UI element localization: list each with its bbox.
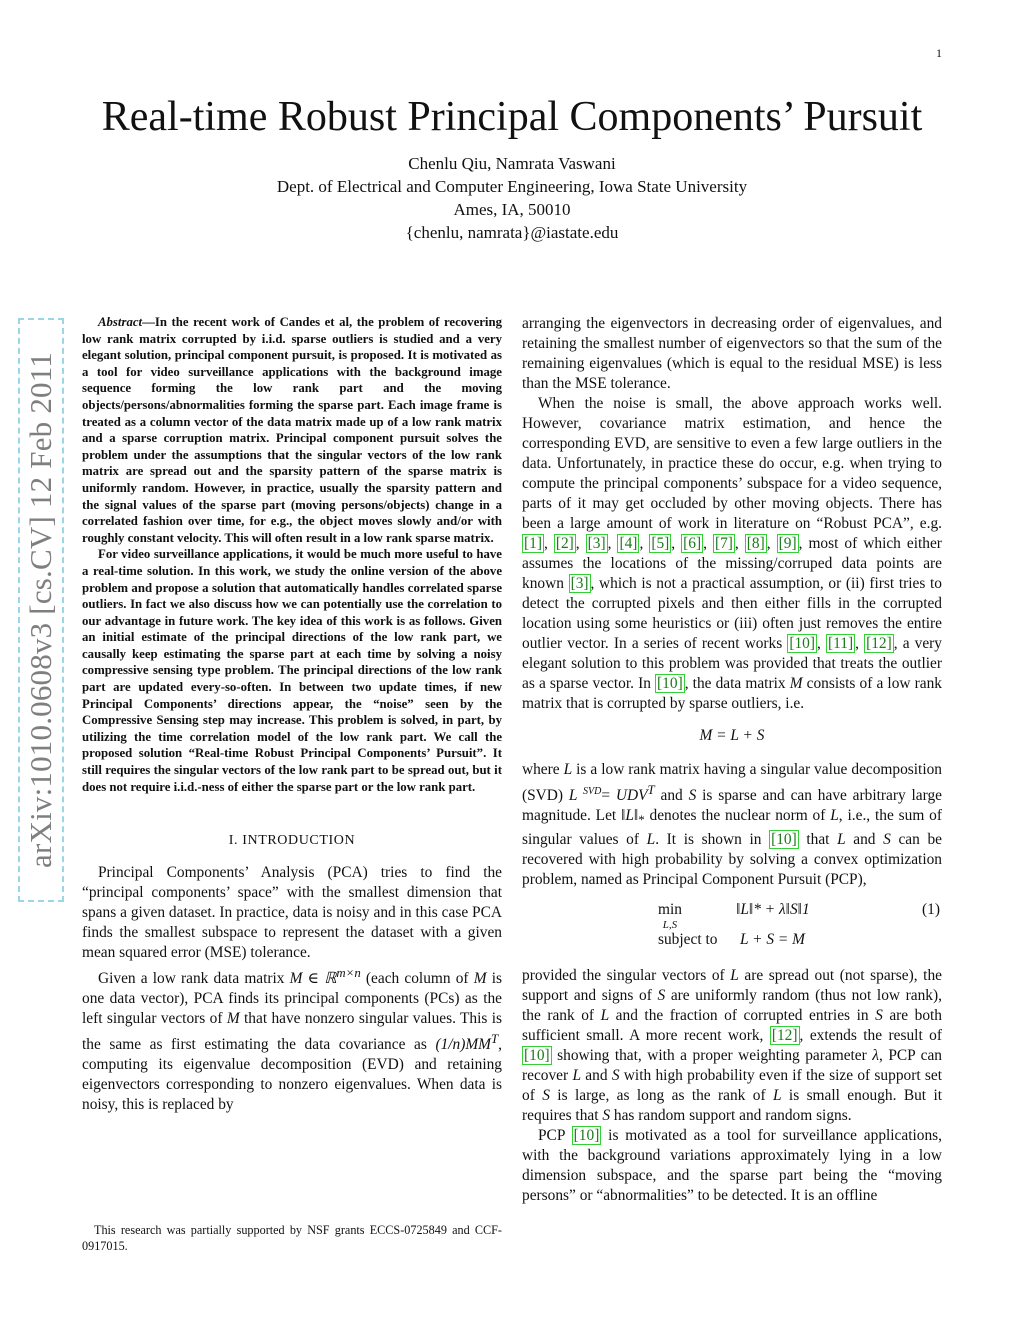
text-run: , [766, 535, 777, 552]
arxiv-id: arXiv:1010.0608v3 [cs.CV] 12 Feb 2011 [23, 352, 59, 868]
text-run: is small enough. But it requires that [522, 1087, 943, 1125]
text-run: and [845, 831, 884, 849]
math-subscript: * [638, 813, 645, 828]
math-superscript: T [491, 1032, 499, 1047]
citation-link[interactable]: [9] [778, 535, 797, 552]
body-paragraph: Principal Components’ Analysis (PCA) tries to find the “principal components’ space” with the smallest dimension that spans a given dataset. In practice, data is noisy and in this case PCA finds the smallest subspace to represent the dataset with a given mean squared error (MSE) tolerance. [82, 864, 502, 962]
math-inline: M [789, 675, 803, 692]
text-run: , a very elegant solution to this problem was provided that treats the outlier as a sparse vector. In [522, 635, 942, 692]
text-run: , PCP can recover [522, 1047, 942, 1085]
citation-link[interactable]: [6] [683, 535, 702, 552]
author-location: Ames, IA, 50010 [453, 200, 571, 219]
footnote: This research was partially supported by NSF grants ECCS-0725849 and CCF-0917015. [82, 1223, 502, 1253]
citation-link[interactable]: [1] [524, 535, 542, 552]
text-run: , [671, 535, 682, 552]
citation-link[interactable]: [12] [771, 1027, 798, 1045]
text-run: is sparse and can have arbitrary large magnitude. Let [522, 787, 942, 825]
text-run: is motivated as a tool for surveillance applications, with the background variations approximately lying in a low dimension subspace, and the sparse part being the “moving persons” or “abnormalities” to be detected. It is an offline [522, 1127, 943, 1205]
equation-subject-to: subject to [658, 931, 718, 949]
text-run: When the noise is small, the above approach works well. However, covariance matrix estimation, and hence the corresponding EVD, are sensitive to even a few large outliers in the data. Unfortunately, in practice these do occur, e.g. when trying to compute the principal components’ subspace for a video sequence, parts of it may get occluded by other moving objects. There has been a large amount of work in literature on “Robust PCA”, e.g. [522, 395, 942, 532]
text-run: , [575, 535, 586, 552]
text-run: , the data matrix [684, 675, 790, 692]
text-run: (each column of [360, 970, 474, 988]
math-inline: M ∈ ℝ [289, 970, 337, 988]
text-run: , [817, 635, 826, 652]
math-inline: S [688, 787, 697, 805]
text-run: , i.e., the sum of singular values of [522, 807, 943, 849]
citation-link[interactable]: [2] [555, 535, 574, 552]
math-inline: M [226, 1010, 240, 1028]
citation-link[interactable]: [11] [828, 635, 854, 652]
text-run: Given a low rank data matrix [98, 970, 290, 988]
abstract-label: Abstract [98, 315, 143, 329]
math-inline: L [568, 787, 584, 805]
min-subscript: L,S [662, 919, 678, 932]
text-run: , extends the result of [799, 1027, 942, 1045]
text-run: PCP [538, 1127, 572, 1145]
text-run: , computing its eigenvalue decomposition (EVD) and retaining eigenvectors corresponding to nonzero eigenvalues. When data is noisy, this is replaced by [82, 1036, 502, 1114]
math-inline: L [837, 831, 846, 849]
math-inline: M [473, 970, 487, 988]
citation-link[interactable]: [7] [714, 535, 733, 552]
citation-link[interactable]: [10] [657, 675, 683, 692]
math-inline: L [772, 1087, 782, 1105]
svd-equals-operator [583, 782, 610, 806]
arxiv-stamp [18, 318, 64, 902]
citation-link[interactable]: [3] [570, 575, 589, 592]
body-paragraph [82, 963, 502, 1115]
abstract [82, 314, 502, 795]
text-run: is one data vector), PCA finds its principal components (PCs) as the left singular vectors of [82, 970, 502, 1028]
math-inline: (1/n)MM [435, 1036, 491, 1054]
text-run: that have nonzero singular values. This is the same as first estimating the data covariance as [82, 1010, 503, 1054]
text-run: , [639, 535, 650, 552]
math-inline: L [572, 1067, 581, 1085]
math-inline: L [600, 1007, 610, 1025]
citation-link[interactable]: [10] [771, 831, 797, 849]
math-inline: S [875, 1007, 883, 1025]
math-inline: ‖L‖ [621, 807, 639, 825]
text-run: denotes the nuclear norm of [644, 807, 831, 825]
body-paragraph [522, 1126, 942, 1206]
math-inline: S [657, 987, 666, 1005]
page-number: 1 [936, 46, 942, 60]
text-run: and the fraction of corrupted entries in [609, 1007, 876, 1025]
equation-number: (1) [922, 901, 940, 919]
citation-link[interactable]: [4] [619, 535, 638, 552]
text-run: is a low rank matrix having a singular value decomposition (SVD) [522, 761, 942, 805]
abstract-text: —In the recent work of Candes et al, the problem of recovering low rank matrix corrupted by i.i.d. sparse outliers is studied and a very elegant solution, principal component pursuit, is proposed. It is motivated as a tool for video surveillance applications with the background image sequence forming the low rank part and the moving objects/persons/abnormalities forming the sparse part. Each image frame is treated as a column vector of the data matrix made up of a low rank matrix and a sparse corruption matrix. Principal component pursuit solves the problem under the assumptions that the singular vectors of the low rank matrix are spread out and the sparsity pattern of the sparse matrix is uniformly random. However, in practice, usually the sparsity pattern and the signal values of the sparse part (moving persons/objects) change in a correlated fashion over time, for e.g., the object moves slowly and/or with roughly constant velocity. This will often result in a low rank sparse matrix. [82, 315, 502, 545]
math-inline: L [730, 967, 739, 985]
math-inline: L [830, 807, 839, 825]
text-run: where [522, 761, 564, 778]
text-run: showing that, with a proper weighting parameter [551, 1047, 873, 1065]
citation-link[interactable]: [3] [587, 535, 606, 552]
body-paragraph [522, 394, 942, 714]
citation-link[interactable]: [8] [746, 535, 765, 552]
equation-m-equals-l-plus-s: M = L + S [699, 727, 765, 744]
text-run: and [581, 1067, 612, 1085]
text-run: are spread out (not sparse), the support and signs of [522, 967, 942, 1005]
text-run: is large, as long as the rank of [549, 1087, 773, 1105]
author-block [0, 152, 1024, 244]
abstract-paragraph: For video surveillance applications, it would be much more useful to have a real-time solution. In this work, we study the online version of the above problem and propose a solution that automatically handles correlated sparse outliers. In fact we also discuss how we can potentially use the correlation to our advantage in future work. The key idea of this work is as follows. Given an initial estimate of the principal directions of the low rank part, we causally keep estimating the sparse part at each time by solving a noisy compressive sensing type problem. The principal directions of the low rank part are updated every-so-often. In between two update times, if new Principal Components’ directions appear, the “noise” seen by the Compressive Sensing step may increase. This problem is solved, in part, by utilizing the time correlation model of the low rank part. We call the proposed solution “Real-time Robust Principal Components’ Pursuit”. It still requires the singular vectors of the low rank part to be spread out, but it does not require i.i.d.-ness of either the sparse part or the low rank part. [82, 547, 502, 794]
text-run: , which is not a practical assumption, or (ii) first tries to detect the corrupted pixels and then either fills in the corrupted location using some heuristics or (iii) often just removes the entire outlier vector. In a series of recent works [522, 575, 942, 652]
text-run: , [855, 635, 865, 652]
math-superscript: T [647, 783, 655, 797]
math-superscript: m×n [336, 966, 361, 981]
text-run: are both sufficient small. A more recent work, [522, 1007, 942, 1045]
math-inline: S [883, 831, 891, 849]
citation-link[interactable]: [12] [866, 635, 892, 652]
author-emails: {chenlu, namrata}@iastate.edu [405, 223, 619, 242]
text-run: can be recovered with high probability by solving a convex optimization problem, named as Principal Component Pursuit (PCP), [522, 831, 942, 889]
left-column [82, 314, 502, 1115]
abstract-paragraph [82, 314, 502, 546]
citation-link[interactable]: [5] [651, 535, 670, 552]
text-run: with high probability even if the size of support set of [522, 1067, 942, 1105]
svd-equals-sign: = [601, 787, 611, 805]
text-run: that [798, 831, 838, 849]
body-paragraph [522, 966, 942, 1126]
math-inline: S [542, 1087, 550, 1105]
body-paragraph: arranging the eigenvectors in decreasing order of eigenvalues, and retaining the smallest number of eigenvectors so that the sum of the remaining eigenvalues (which is equal to the residual MSE) is less than the MSE tolerance. [522, 315, 942, 392]
text-run: consists of a low rank matrix that is corrupted by sparse outliers, i.e. [522, 675, 942, 712]
text-run: are uniformly random (thus not low rank), the rank of [522, 987, 942, 1025]
citation-link[interactable]: [10] [524, 1047, 550, 1065]
min-label: min [658, 901, 682, 919]
equation-min-operator [658, 900, 682, 930]
text-run: , [607, 535, 618, 552]
text-run: , most of which either assumes the locations of the missing/corruped data points are known [522, 535, 942, 592]
math-inline: L [563, 761, 573, 778]
math-inline: S [611, 1067, 620, 1085]
section-heading-introduction: I. INTRODUCTION [228, 833, 356, 849]
author-affiliation: Dept. of Electrical and Computer Engineering, Iowa State University [276, 177, 748, 196]
equation-pcp [522, 900, 942, 958]
svd-label: SVD [583, 786, 602, 797]
text-run: , [734, 535, 745, 552]
text-run: . It is shown in [655, 831, 770, 849]
text-run: , [703, 535, 713, 552]
text-run: provided the singular vectors of [522, 967, 731, 985]
math-inline: UDV [610, 787, 648, 805]
right-column [522, 314, 942, 1206]
equation-constraint: L + S = M [740, 931, 805, 949]
citation-link[interactable]: [10] [573, 1127, 600, 1145]
equation-objective: ‖L‖* + λ‖S‖1 [736, 901, 810, 919]
citation-link[interactable]: [10] [789, 635, 816, 652]
text-run: and [654, 787, 689, 805]
math-inline: L [646, 831, 656, 849]
paper-title: Real-time Robust Principal Components’ Pursuit [101, 94, 923, 140]
text-run: has random support and random signs. [610, 1107, 852, 1125]
author-names: Chenlu Qiu, Namrata Vaswani [408, 154, 616, 173]
math-inline: S [602, 1107, 611, 1125]
text-run: , [543, 535, 554, 552]
body-paragraph [522, 760, 942, 890]
math-inline: λ [872, 1047, 879, 1065]
